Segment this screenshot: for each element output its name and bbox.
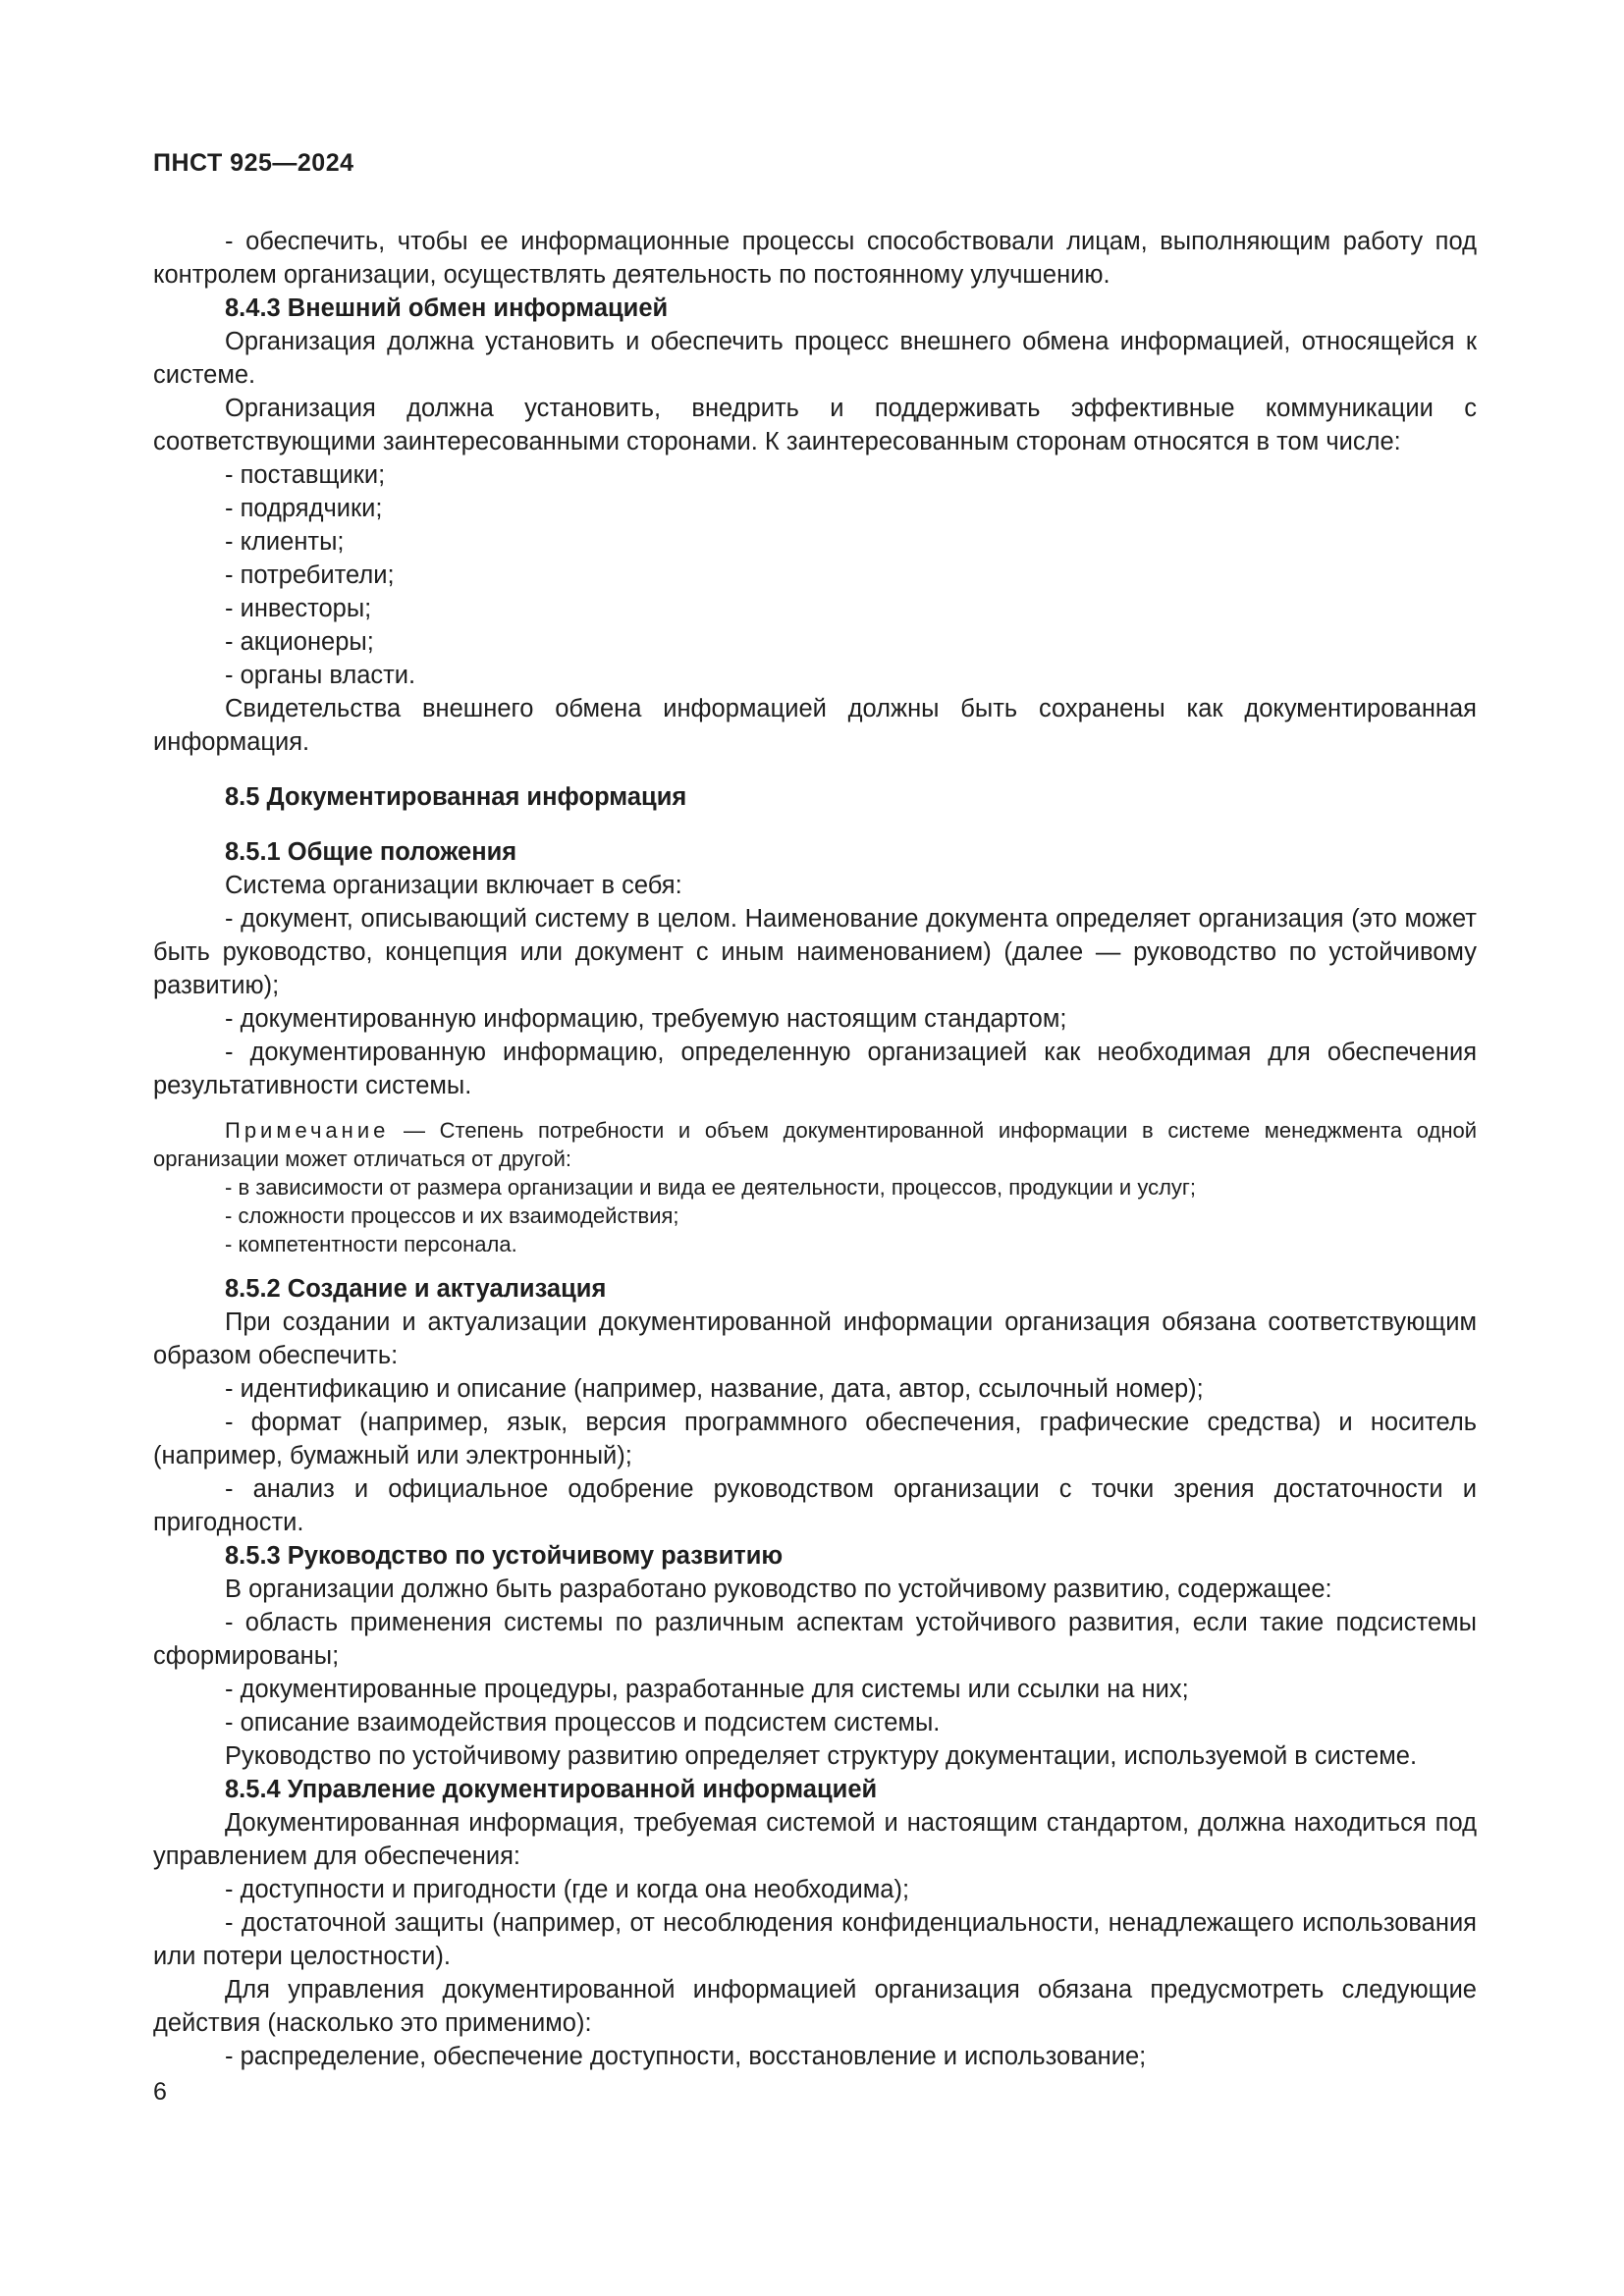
paragraph: Свидетельства внешнего обмена информацией должны быть сохранены как документированная информация. xyxy=(153,695,1477,756)
note-block xyxy=(153,1116,1477,1258)
paragraph: - распределение, обеспечение доступности, восстановление и использование; xyxy=(225,2043,1147,2070)
paragraph: Руководство по устойчивому развитию определяет структуру документации, используемой в системе. xyxy=(225,1742,1418,1770)
paragraph: Организация должна установить и обеспечить процесс внешнего обмена информацией, относящейся к системе. xyxy=(153,328,1477,389)
note-list-item: - сложности процессов и их взаимодействия; xyxy=(225,1203,679,1228)
heading-8-4-3: 8.4.3 Внешний обмен информацией xyxy=(225,294,669,322)
paragraph: - достаточной защиты (например, от несоблюдения конфиденциальности, ненадлежащего использования или потери целостности). xyxy=(153,1909,1477,1970)
heading-8-5-2: 8.5.2 Создание и актуализация xyxy=(225,1275,607,1303)
paragraph: - формат (например, язык, версия программного обеспечения, графические средства) и носитель (например, бумажный или электронный); xyxy=(153,1409,1477,1469)
paragraph: - идентификацию и описание (например, название, дата, автор, ссылочный номер); xyxy=(225,1375,1204,1403)
paragraph: Для управления документированной информацией организация обязана предусмотреть следующие действия (насколько это применимо): xyxy=(153,1976,1477,2037)
document-body xyxy=(153,225,1477,2073)
note-text: — Степень потребности и объем документированной информации в системе менеджмента одной организации может отличаться от другой: xyxy=(153,1118,1477,1171)
heading-8-5-3: 8.5.3 Руководство по устойчивому развитию xyxy=(225,1542,784,1570)
heading-8-5: 8.5 Документированная информация xyxy=(225,783,687,811)
page-number: 6 xyxy=(153,2078,167,2106)
list-item: - потребители; xyxy=(225,561,395,589)
paragraph: - область применения системы по различным аспектам устойчивого развития, если такие подсистемы сформированы; xyxy=(153,1609,1477,1670)
paragraph: - документированную информацию, определенную организацией как необходимая для обеспечения результативности системы. xyxy=(153,1039,1477,1099)
paragraph: - обеспечить, чтобы ее информационные процессы способствовали лицам, выполняющим работу под контролем организации, осуществлять деятельность по постоянному улучшению. xyxy=(153,228,1477,289)
list-item: - инвесторы; xyxy=(225,595,372,622)
paragraph: Система организации включает в себя: xyxy=(225,872,682,899)
paragraph: - анализ и официальное одобрение руководством организации с точки зрения достаточности и пригодности. xyxy=(153,1475,1477,1536)
paragraph: - документ, описывающий систему в целом. Наименование документа определяет организация (это может быть руководство, концепция или документ с иным наименованием) (далее — руководство по устойчивому развитию); xyxy=(153,905,1477,999)
document-id-header: ПНСТ 925—2024 xyxy=(153,149,354,177)
paragraph: Документированная информация, требуемая системой и настоящим стандартом, должна находиться под управлением для обеспечения: xyxy=(153,1809,1477,1870)
list-item: - поставщики; xyxy=(225,461,386,489)
list-item: - подрядчики; xyxy=(225,495,383,522)
list-item: - клиенты; xyxy=(225,528,345,556)
paragraph: В организации должно быть разработано руководство по устойчивому развитию, содержащее: xyxy=(225,1575,1332,1603)
paragraph: - описание взаимодействия процессов и подсистем системы. xyxy=(225,1709,941,1736)
heading-8-5-4: 8.5.4 Управление документированной информацией xyxy=(225,1776,878,1803)
note-paragraph xyxy=(153,1116,1477,1173)
note-list-item: - в зависимости от размера организации и вида ее деятельности, процессов, продукции и услуг; xyxy=(225,1175,1197,1200)
paragraph: - документированную информацию, требуемую настоящим стандартом; xyxy=(225,1005,1067,1033)
paragraph: Организация должна установить, внедрить и поддерживать эффективные коммуникации с соответствующими заинтересованными сторонами. К заинтересованным сторонам относятся в том числе: xyxy=(153,395,1477,455)
list-item: - акционеры; xyxy=(225,628,374,656)
paragraph: При создании и актуализации документированной информации организация обязана соответствующим образом обеспечить: xyxy=(153,1308,1477,1369)
paragraph: - доступности и пригодности (где и когда она необходима); xyxy=(225,1876,910,1903)
paragraph: - документированные процедуры, разработанные для системы или ссылки на них; xyxy=(225,1676,1189,1703)
list-item: - органы власти. xyxy=(225,662,416,689)
note-label: Примечание xyxy=(225,1118,390,1143)
note-list-item: - компетентности персонала. xyxy=(225,1232,517,1256)
heading-8-5-1: 8.5.1 Общие положения xyxy=(225,838,517,866)
